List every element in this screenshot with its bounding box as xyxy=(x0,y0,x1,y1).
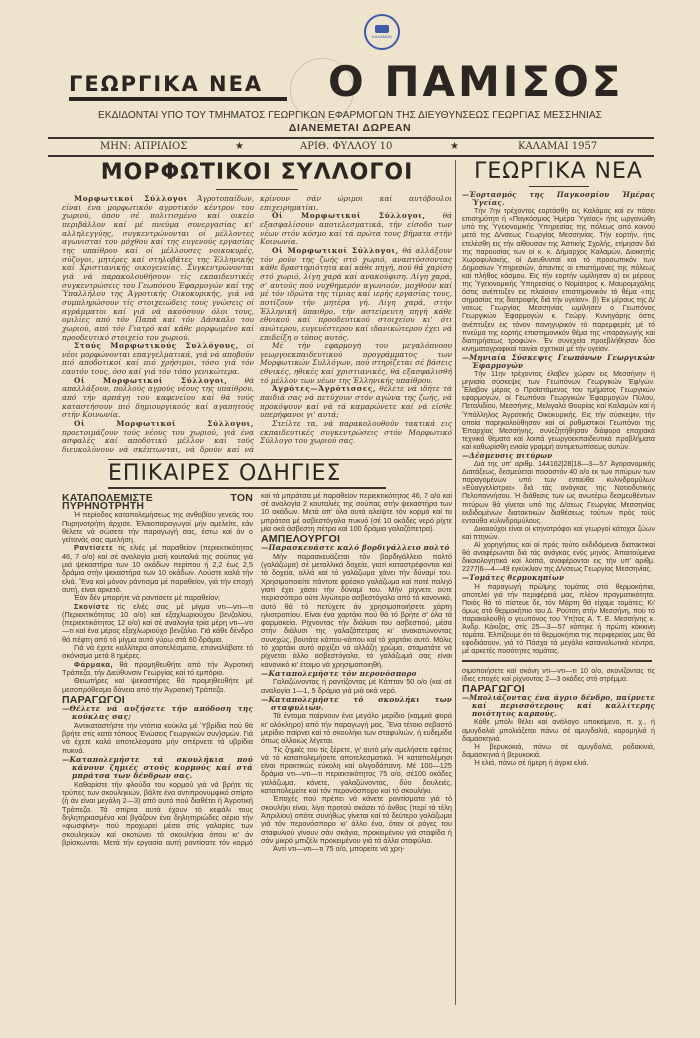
paragraph: Ἡ ελιά, πάνω σέ ήμερη ή άγρια ελιά. xyxy=(474,758,589,767)
masthead-subtitle-block xyxy=(40,110,660,135)
paragraph: Ἐάν δέν μπορήτε νά ραντίσετε μέ παραθείον; xyxy=(74,593,221,603)
subsection-heading: ΠΑΡΑΓΩΓΟΙ xyxy=(62,693,125,706)
article-headline: ΜΟΡΦΩΤΙΚΟΙ ΣΥΛΛΟΓΟΙ xyxy=(100,160,414,185)
paragraph: σιμοποιήσετε καί σκόνη ντι—ντι—τι 10 ο/ο, σκονίζοντας τίς ίδιες εποχές καί ρίχνοντας 2—3 οκάδες στό στρέμμα. xyxy=(462,666,655,683)
item-title: —Μπολιάζοντας ένα άγριο δένδρο, παίρνετε καί περισσότερους καί καλλίτερης ποιότητος καρπούς. xyxy=(462,693,655,719)
paragraph: Γιά νά έχετε καλλίτερα αποτελέσματα, επαναλάβατε τό σκόνισμα μετά 8 ημέρες. xyxy=(62,643,253,661)
masthead-title-left: ΓΕΩΡΓΙΚΑ ΝΕΑ xyxy=(69,72,264,96)
paragraph: Διά της υπ' αριθμ. 144162|28|18—3—57 Ἀγορανομικής Διατάξεως, δεσμεύεται ποσοστόν 40 ο/ο εκ των πιτύρων των παραγομένων υπό των ενταύθα κυλινδρομύλων «Εὐαγγελίστρια» διά τάς ανάγκας της Νοτιοδυτικής Πελοποννήσου. Ἡ διάθεσις των ως ανωτέρω δεσμευθέντων πιτύρων θά γίνεται υπό της Δ/σεως Γεωργίας Μεσσηνίας εκδιδομένων διατακτικών διαθέσεως τούτων πρός τούς ενταύθα κυλινδρομύλους. xyxy=(462,460,655,525)
paragraph: Ἀντί ντι—ντι—τι 75 ο/ο, μπορείτε νά χρη- xyxy=(273,844,405,854)
article-paragraph: Οἱ Μορφωτικοί Σύλλογοι, θά αλλάξουν τόν ρούν της ζωής στό χωριό, αναπτύσσοντας κάθε δραστηριότητα καί κάθε πηγή, πού θά χαρίση στό χωριό, λίγη χαρά καί ανακούφιση. Λίγη χαρά, σ' αυτούς πού νυχθημερόν αγωνιούν, μοχθούν καί μέ τόν ιδρώτα της τίμιας καί ιερής εργασίας τους, ποτίζουν τήν μητέρα γή. Λίγη χαρά, στήν Ἑλληνική ύπαιθρο, τήν αστείρευτη πηγή κάθε εθνικού καί προοδευτικού στοιχείου κι' ότι ανώτερου, ευγενέστερου καί ιδανικώτερου έχει νά επιδείξη ο τόπος αυτός. xyxy=(260,245,452,342)
paragraph: Ἡ περίοδος καταπολεμήσεως της ανθοβίου γενεάς του Πυρηνοτρήτη άρχισε. Ἐλαιοπαραγωγοί μήν αμελείτε, εάν θέλετε νά σώσετε τήν παραγωγή σας, έστω καί άν ο γείτονάς σας αμελήση. xyxy=(62,510,253,545)
paragraph: Γαλαζώνοντας ή ραντίζοντας μέ Κάπταν 50 ο/ο (καί σέ αναλογία 1—1, 5 δράμια γιά μιά οκά νερό. xyxy=(261,677,452,695)
paragraph: Τήν 7ην τρέχοντος εορτάσθη εις Καλάμας καί εν πάσει επισημότητι ή «Παγκόσμιος Ἡμέρα Ὑγείας» ήτις ωργανώθη υπό της Ὑγειονομικής Ὑπηρεσίας της πόλεως από κοινού μετά της Δ/νσεως Γεωργίας Μεσσηνίας. Τήν εορτήν, ήτις ετελέσθη εις τήν αίθουσαν της Ἀστικής Σχολής, ετίμησαν διά της παρουσίας των οί κ. κ. Δήμαρχος Καλαμών, Διοικητής Χωροφυλακής, οί Διευθυνταί καί τό προσωπικόν των Δημοσίων Ὑπηρεσιών, άπαντες οί επιστήμονες της πόλεως καί πλήθος κόσμου. Εις τήν εορτήν ωμίλησαν α) εκ μέρους της Ὑγειονομικής Ὑπηρεσίας ο Νομίατρος κ. Μαυρομιχάλης όστις ανέπτυξεν εις πλαίσιον επιστημονικόν τό θέμα «της σημασίας της διατροφής διά τήν υγείαν». β) Ἐκ μέρους της Δ/νσεως Γεωργίας Μεσσηνίας ωμίλησεν ο Γεωπόνος Γεωργικών Ἐφαρμογών κ. Γεώργ. Κυνηγάρης όστις ανέπτυξεν εις τόνον πανηγυρικόν τό παρεμφερές μέ τό πνεύμα της εορτής επιστημονικόν θέμα της «παραγωγής καί διατηρήσεως τροφών». Ἐν συνεχεία προεβλήθησαν δύο κινηματογραφικαί ταινίαι σχετικαί μέ τήν υγείαν. xyxy=(462,207,655,353)
news-heading: ΓΕΩΡΓΙΚΑ ΝΕΑ xyxy=(474,159,643,184)
item-title: —Θέλετε νά αυξήσετε τήν απόδοση της κούκλας σας; xyxy=(62,704,253,722)
paragraph: Θειωτήρες καί ψεκαστήρες θά προμηθευθήτε μέ μεσοπρόθεσμα δάνεια από τήν Ἀγροτική Τράπεζα. xyxy=(62,676,253,694)
item-title: —Καταπολεμήστε τά σκουλήκια πού κάνουν ζημιές στούς κορμούς καί στά μπράτσα των δένδρων σας. xyxy=(62,754,253,781)
masthead-rule-bottom xyxy=(48,155,654,157)
section-rule xyxy=(462,660,652,662)
star-separator: ★ xyxy=(450,141,459,152)
item-title: —Καταπολεμήστε τόν περονόσπορο xyxy=(261,668,417,678)
news-item-title: —Μηνιαία Σύσκεψις Γεωπόνων Γεωργικών Ἐφαρμογών xyxy=(462,352,655,370)
paragraph: Φάρμακα, θά προμηθευθήτε από τήν Ἀγροτική Τράπεζα, τήν Διεύθυνσιν Γεωργίας καί τό εμπόριο. xyxy=(62,659,253,677)
news-item-title: —Τομάτες θερμοκηπίων xyxy=(462,573,565,583)
paragraph: Τήν 11ην τρέχοντος έλαβεν χώραν εις Μεσσήνην ή μηνιαία σύσκεψις των Γεωπόνων Γεωργικών Ἐφ/γών. Ἔλαβον μέρος ο Προϊστάμενος του τμήματος Γεωργικών εφαρμογών, οί Γεωπόνοι Γεωργικών Ἐφαρμογών Πύλου, Πεταλιδίου, Μεσσήνης, Μελιγαλά Θουρίας καί Καλαμών καί ή Ὑπάλληλος Ἀγροτικής Οικοκυρικής. Εις τήν σύσκεψιν, τήν οποία παρηκολούθησαν καί οί ρυθμιστικοί Γεωπόνοι της Ἐπαρχίας Μεσσήνης, συνεζητήθησαν διάφορα εποχιακά τεχνικά θέματα καί λοιπά γεωργοεκπαιδευτικά προβλήματα καί καθωρίσθη ενιαία γραμμή αντιμετωπίσεως αυτών. xyxy=(462,370,655,451)
masthead-rule-top xyxy=(48,137,654,139)
subsection-heading: ΚΑΤΑΠΟΛΕΜΙΣΤΕ ΤΟΝ ΠΥΡΗΝΟΤΡΗΤΗ xyxy=(62,491,253,512)
title-underline-bar xyxy=(69,97,287,101)
issue-place-year: ΚΑΛΑΜΑΙ 1957 xyxy=(518,141,598,152)
paragraph: Ραντίσετε τίς ελιές μέ παραθείον (περιεκτικότητος 46, 7 ο/ο) καί σέ αναλογία μισή κουταλιά της σούπας γιά μιά ψεκαστήρα των 10 οκάδων περίπου ή 2,2 έως 2,5 δράμια στήν ψεκαστήρα των 10 οκάδων. Λούστε καλά τήν ελιά. Ἕνα καί μόνον ράντισμα μέ παραθείον, γιά τήν εποχή αυτή, είναι αρκετό. xyxy=(62,543,253,594)
paragraph: Καθαρίστε τήν φλούδα του κορμού γιά νά βρήτε τίς τρύπες των σκουληκιών, βάλτε ένα αντιπρονυμφικό σπίρτο (ή άν είναι μεγάλη 2—3) από αυτό πού διαθέτει ή Ἀγροτική Τράπεζα. Τά σπίρτα αυτά έχουν τό κεφάλι τους δηλητηριασμένα καί βγάζουν ένα δηλητηριώδες αέριο τήν «φωσφίνη» πού προχωρεί μέσα στίς γαλαρίες των σκουληκιών καί σκοτώνει τά σκουλήκια όπου κι' άν βρίσκωνται. Μετά τήν εργασία αυτή ραντίσατε τόν κορμό καί τά μπράτσα μέ παραθείον περιεκτικότητος 46, 7 ο/ο καί σέ αναλογία 2 κουταλιές της σούπας στήν ψεκαστήρα των 10 οκάδων. Μετά απ' όλα αυτά αλείψτε τόν κορμό καί τα μπράτσα μέ ασβεστόγαλα πυκνό (σέ 10 οκάδες νερό ρίχτε μία οκά άσβεστη πέτρα καί 100 δράμια γαλαζόπετρα). xyxy=(62,490,452,847)
paragraph: Τίς ζημιές του τίς ξέρετε, γι' αυτό μήν αμελήσετε εφέτος νά τό καταπολεμήσετε αποτελεσματικά. Ἡ καταπολέμησι είναι πρακτικώς εύκολη καί ολιγοδάπανη. Μέ 100—125 δράμια ντι—ντι—τι περιεκτικότητος 75 ο/ο, σέ100 οκάδες γαλάζωμα, κάνετε, γαλαζώνοντας, δύο δουλειές, καταπολεμείτε καί τόν περονόσπορο καί τό σκουλήκι. xyxy=(261,744,452,796)
paragraph: Μήν παρασκευάζεται τόν βορδιγάλλειο πολτό (γαλάζωμα) σέ μεταλλικά δοχεία, γιατί καταστρέφονται καί τά δοχεία, αλλά καί τό γαλάζωμα χάνει τήν δύναμί του. Χρησιμοποιείτε πάντοτε φρέσκο γαλάζωμα καί ποτέ παληό γιατί έχει χάσει τήν δύναμί του. Μήν ρίχνετε ούτε περισσότερο ούτε λιγώτερο ασβεστόγαλα από τό κανονικό, αυτό θά τό πετύχετε άν χρησιμοποιήσετε χάρτη ηλιοτροπίου. Είναι ένα χαρτάκι πού θά τό βρήτε σ' όλα τά φαρμακεία. Ρίχνοντας τήν διάλυσι του ασβεστιού, μέσα στήν διάλυσι της γαλαζόπετρας κι' ανακατώνοντας συνεχώς, βουτάτε κάπου-κάπου καί τό χαρτάκι αυτό. Μόλις τό χαρτάκι αυτό αρχίζει νά αλλάζη χρώμα, σταματάτε νά ρίχνεται άλλο ασβεστόγαλα, τό γαλάζωμά σας είναι κανονικό κι' έτοιμο νά χρησιμοποιηθή. xyxy=(261,551,452,669)
paragraph: Αἱ χορηγήσεις καί αἱ πρός τούτο εκδιδόμεναι διατακτικαί θά αναφέρωνται διά τάς ανάγκας ενός μηνός. Ἀπαιτούμενα δικαιολογητικά καί λοιπά, αναφέρονται εις τήν υπ' αριθμ. 2277|6—4—49 εγκύκλιον της Δ/νσεως Γεωργίας Μεσσηνίας. xyxy=(462,541,655,574)
paragraph: Ἀντικαταστήστε τήν ντόπια κούκλα μέ Ὑβρίδια πού θά βρήτε στίς κατά τόπους Ἑνώσεις Γεωργικών συν)σμών. Γιά νά έχετε καλά αποτελέσματα μήν σπέρνετε τά υβρίδια πυκνά. xyxy=(62,720,253,755)
paragraph: Ἡ βερυκοκιά, πάνω σέ αμυγδαλιά, ροδακινιά, δαμασκηνιά ή βερυκοκιά. xyxy=(462,742,655,759)
paragraph: Δικαιούχοι είναι οί κτηνοτρόφοι καί γεωργοί κάτοχοι ζώων καί πτηνών. xyxy=(462,524,655,541)
masthead-subtitle: ΕΚΔΙΔΟΝΤΑΙ ΥΠΟ ΤΟΥ ΤΜΗΜΑΤΟΣ ΓΕΩΡΓΙΚΩΝ ΕΦΑΡΜΟΓΩΝ ΤΗΣ ΔΙΕΥΘΥΝΣΕΩΣ ΓΕΩΡΓΙΑΣ ΜΕΣΣΗΝΙΑΣ xyxy=(98,110,602,121)
news-body xyxy=(462,191,655,655)
issue-number: ΑΡΙΘ. ΦΥΛΛΟΥ 10 xyxy=(300,141,393,152)
paragraph: Ἡ παραγωγή πρώϊμης τομάτας στά θερμοκήπια, αποτελεί γιά τήν περιφέρειά μας, πλέον πραγματικότητα. Ποιός θά τό πίστευε δε, τόν Μάρτη θά είχαμε τομάτες; Κι' όμως στό θερμοκήπιο του Δ. Ρούτση στήν Μεσσήνη, πού τό παρακολουθή ο γεωπόνος του Ὑπ|τος Α. Τ. Ε. Μεσσήνης κ. Ἀνδρ. Κόκιζας, στίς 25—3—57 κόπηκε ή πρώτη κόκκινη τομάτα. Ἐλπίζουμε ότι τά θερμοκήπια της περιφερείας μας θά εφοδιάσουν, γιά τό Πάσχα τά μεγάλα καταναλωτικά κέντρα, μέ αρκετές ποσότητες τομάτας. xyxy=(462,582,655,656)
article-paragraph: Οἱ Μορφωτικοί Σύλλογοι, θά εξασφαλίσουν αποτελεσματικά, τήν είσοδο των νέων στόν κόσμο καί τά πρώτα τους βήματα στήν Κοινωνία. xyxy=(260,211,452,247)
star-separator: ★ xyxy=(235,141,244,152)
epikaires-body xyxy=(62,492,452,854)
paragraph: Ἐποχές πού πρέπει νά κάνετε ραντίσματα γιά τό σκουλήκι είναι, λίγο προτού σκάσει τό άνθος (περί τά τέλη Ἀπριλίου) οπότε συνήθως γίνεται καί τό δεύτερο γαλάζωμα γιά τόν περονόσπορο κι' άλλο ένα, όταν οί ρόγες του σταφυλιού γίνουν σάν σκάγια, προκειμένου γιά σταφίδα ή σάν μικρό μπιζέλι προκειμένου γιά τά άλλα σταφύλια. xyxy=(261,794,452,845)
article-paragraph: Μέ τήν εφαρμογή του μεγαλόπνοου γεωργοεκπαιδευτικού προγράμματος των Μορφωτικών Συλλόγων, πού στηρίζεται σέ βάσεις εθνικές, ηθικές καί χριστιανικές, θά εξασφαλισθή τό μέλλον των νέων της Ἑλληνικής υπαίθρου. xyxy=(260,341,452,385)
news-heading-underline xyxy=(529,186,589,187)
column-divider xyxy=(455,160,456,1005)
section-rule xyxy=(108,487,386,489)
item-title: —Καταπολεμήστε τό σκουλήκι των σταφυλιών. xyxy=(261,694,452,713)
article-paragraph: Μορφωτικοί Σύλλογοι Ἀγροτοπαίδων, είναι ένα μορφωτικόν αγροτικόν κέντρον του χωριού, όπου σέ πολιτισμένο καί οικείο περιβάλλον καί μέ πνεύμα συνεργασίας κι' αλληλεγγύης, συγκεντρώνονται οί μέλλοντες αγωνισταί του μόχθου καί της ευγενούς εργασίας της υπαίθρου καί οί μέλλουσες νοικοκυρές, σύζυγοι, μητέρες καί στηλοβάτες της Ἑλληνικής καί Χριστιανικής οικογενείας. Συγκεντρώνονται γιά νά παρακολουθήσουν τίς εκπαιδευτικές συγκεντρώσεις του Γεωπόνου Ἐφαρμογών καί της Ὑπαλλήλου της Ἀγροτικής Οικοκυρικής, γιά νά συμπληρώσουν τίς στοιχειώδεις τους γνώσεις οί αγράμματοι καί γιά νά ακούσουν όλοι τους, ομιλίες από τόν Παπά καί τόν Δάσκαλο του χωριού, από τόν Γιατρό καί κάθε μορφωμένο καί προοδευτικό στοιχείο του χωριού. xyxy=(62,194,254,342)
masthead-title-main: Ο ΠΑΜΙΣΟΣ xyxy=(328,57,624,106)
section-rule xyxy=(108,459,452,461)
article-paragraph: Στούς Μορφωτικούς Συλλόγους, οί νέοι μορφώνονται επαγγελματικά, γιά νά αποβούν πιό αποδοτικοί καί πιό χρήσιμοι, τόσο γιά τόν εαυτόν τους, όσο καί γιά τόν τόπο γενικώτερα. xyxy=(62,341,254,377)
article-paragraph: Οἱ Μορφωτικοί Σύλλογοι, θά απαλλάξουν, πολλούς αγρούς νέους της υπαίθρου, από τήν αρπάγη του καφενείου καί θά τούς καταστήσουν πιό δημιουργικούς καί αγαπητούς στήν Κοινωνία. xyxy=(62,375,254,420)
subsection-heading: ΠΑΡΑΓΩΓΟΙ xyxy=(462,683,525,696)
news-item-title: —Δέσμευσις πιτύρων xyxy=(462,451,553,460)
article-body xyxy=(62,195,452,455)
book-icon xyxy=(375,25,389,33)
distribution-note: ΔΙΑΝΕΜΕΤΑΙ ΔΩΡΕΑΝ xyxy=(288,122,412,134)
item-title: —Παρασκευάστε καλό βορδιγάλλειο πολτό xyxy=(261,543,450,553)
article-paragraph: Οἱ Μορφωτικοί Σύλλογοι, προετοιμάζουν τούς νέους του χωριού, γιά ένα ασφαλές καί αποδοτικό μέλλον καί τούς διευκολύνουν νά σκέπτωνται, νά δρούν καί νά κρίνουν σάν ώριμοι καί αυτόβουλοι επιχειρηματίαι. xyxy=(62,194,452,455)
news-item-title: —Ἑορτασμός της Παγκοσμίου Ἡμέρας Ὑγείας. xyxy=(462,190,655,208)
paragraph: Σκονίστε τίς ελιές σας μέ μίγμα ντι—ντι—τι (Περιεκτικότητος 10 ο/ο) καί εξαχλωριούχου βενζολίου, (περιεκτικότητος 12 ο/ο) καί σέ αναλογία τρία μέρη ντι—ντι—τι καί ένα μέρος εξαχλωριούχο βενζόλιο. Γιά κάθε δένδρο θά πέφτη από τό μίγμα αυτό γύρω στά 60 δράμια. xyxy=(62,601,253,644)
paragraph: Κάθε μπόλι θέλει καί ανάλογο υποκείμενο, π. χ., ή αμυγδαλιά μπολιάζεται πάνω σέ αμυγδαλιά, κορομηλιά ή δαμασκηνιά. xyxy=(462,718,655,743)
continuation-body xyxy=(462,667,655,767)
article-paragraph: Στείλτε τα, νά παρακολουθούν τακτικά εις εκπαιδευτικές συγκεντρώσεις στόν Μορφωτικό Σύλλογο του χωριού σας. xyxy=(260,419,452,446)
library-stamp-logo: ΚΑΛΑΜΩΝ xyxy=(364,14,400,50)
issue-month: ΜΗΝ: ΑΠΡΙΛΙΟΣ xyxy=(100,141,188,152)
subsection-heading: ΑΜΠΕΛΟΥΡΓΟΙ xyxy=(261,533,341,546)
right-column xyxy=(462,158,655,767)
article-paragraph: Ἀγρότες—Ἀγρότισσες, θέλετε νά ιδήτε τά παιδιά σας νά πετύχουν στόν αγώνα της ζωής, νά προκόψουν καί νά τά καμαρώνετε καί νά είσθε υπερήφανοι γι' αυτά; xyxy=(260,384,452,420)
section-headline-epikaires: ΕΠΙΚΑΙΡΕΣ ΟΔΗΓΙΕΣ xyxy=(108,461,342,487)
left-area xyxy=(62,160,452,853)
paragraph: Τά έντομα παίρνουν ένα μεγάλο μερίδιο (καμμιά φορά κι' ολόκληρο) από τήν παραγωγή μας. Ἕνα τέτοιο σεβαστό μερίδιο παίρνει καί τό σκουλήκι των σταφυλιών, ή ευδεμίδα όπως αλλοιώς λέγεται. xyxy=(261,711,452,746)
headline-underline xyxy=(216,189,298,190)
